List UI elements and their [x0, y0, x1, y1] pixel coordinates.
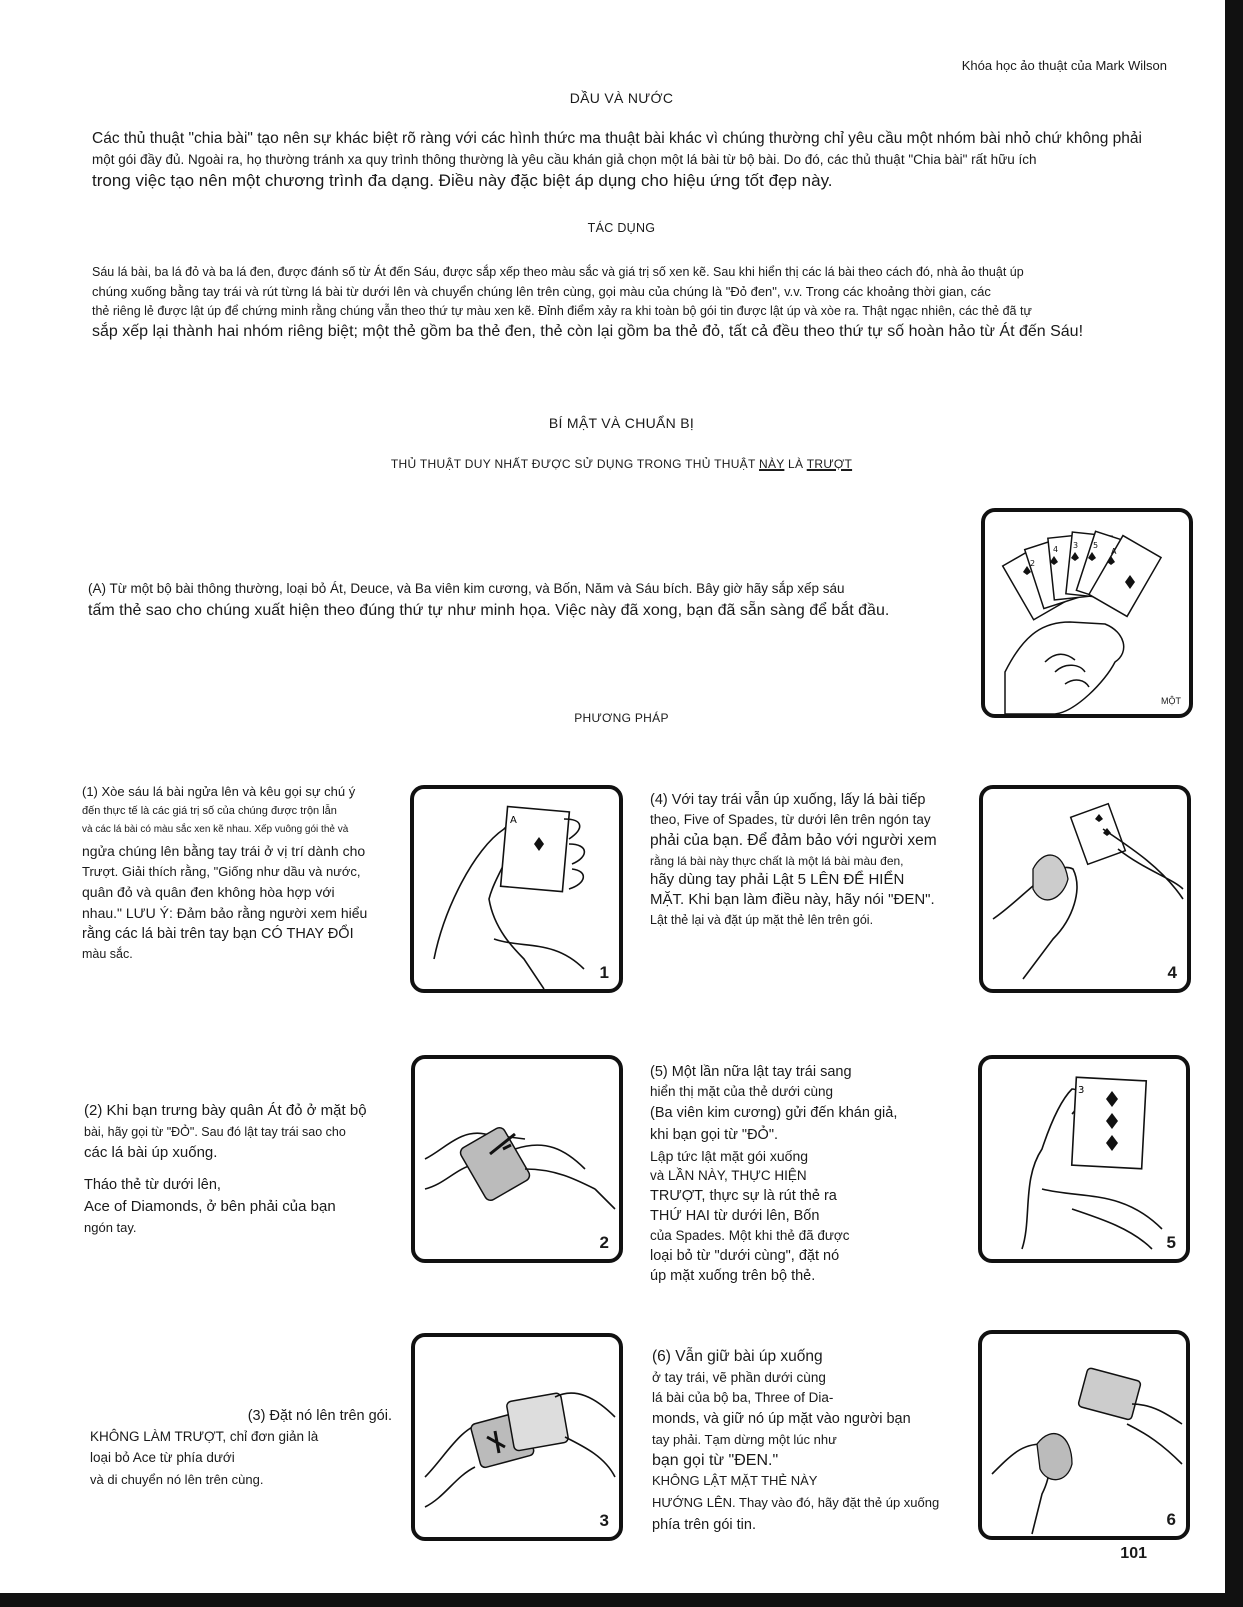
figure-a-drawing — [985, 512, 1189, 714]
running-header: Khóa học ảo thuật của Mark Wilson — [961, 58, 1167, 73]
step-3-line: và di chuyển nó lên trên cùng. — [90, 1472, 264, 1487]
subheading-part: LÀ — [784, 457, 807, 471]
figure-3-number: 3 — [599, 1511, 609, 1530]
step-a-line: (A) Từ một bộ bài thông thường, loại bỏ Át, Deuce, và Ba viên kim cương, và Bốn, Năm và Sáu bích. Bây giờ hãy sắp xếp sáu — [88, 581, 845, 596]
step-1-line: và các lá bài có màu sắc xen kẽ nhau. Xếp vuông gói thẻ và — [82, 824, 349, 835]
figure-4-drawing — [983, 789, 1187, 989]
subheading-part: NÀY — [759, 457, 785, 471]
step-6-line: HƯỚNG LÊN. Thay vào đó, hãy đặt thẻ úp xuống — [652, 1495, 940, 1510]
step-1-line: quân đỏ và quân đen không hòa hợp với — [82, 884, 335, 900]
step-5-text — [650, 1062, 950, 1286]
step-4-line: MẶT. Khi bạn làm điều này, hãy nói "ĐEN". — [650, 891, 935, 908]
step-4-text — [650, 790, 980, 930]
svg-text:2: 2 — [1030, 559, 1036, 568]
step-2-line: ngón tay. — [84, 1220, 137, 1235]
page-number: 101 — [1120, 1545, 1147, 1562]
intro-line: một gói đầy đủ. Ngoài ra, họ thường tránh xa quy trình thông thường là yêu cầu khán giả chọn một lá bài từ bộ bài. Do đó, các thủ thuật "Chia bài" rất hữu ích — [92, 152, 1037, 167]
effect-paragraph — [92, 262, 1182, 343]
svg-text:3: 3 — [1078, 1085, 1085, 1096]
step-1-line: rằng các lá bài trên tay bạn CÓ THAY ĐỔI — [82, 926, 354, 942]
step-1-text — [82, 782, 392, 964]
step-6-line: lá bài của bộ ba, Three of Dia- — [652, 1390, 834, 1405]
step-1-line: đến thực tế là các giá trị số của chúng được trộn lẫn — [82, 805, 337, 817]
step-2-line: Ace of Diamonds, ở bên phải của bạn — [84, 1198, 336, 1215]
step-2-line: Tháo thẻ từ dưới lên, — [84, 1177, 221, 1193]
svg-text:4: 4 — [1053, 545, 1059, 554]
step-3-line: loại bỏ Ace từ phía dưới — [90, 1450, 235, 1465]
figure-5-number: 5 — [1166, 1233, 1176, 1252]
svg-text:3: 3 — [1073, 541, 1079, 550]
figure-6-number: 6 — [1166, 1510, 1176, 1529]
subheading-part: THỦ THUẬT DUY NHẤT ĐƯỢC SỬ DỤNG TRONG THỦ THUẬT — [390, 457, 760, 471]
scan-edge-bottom — [0, 1593, 1243, 1607]
step-3-text — [90, 1405, 400, 1491]
step-5-line: của Spades. Một khi thẻ đã được — [650, 1228, 850, 1243]
figure-6 — [978, 1330, 1190, 1540]
step-1-line: Trượt. Giải thích rằng, "Giống như dầu và nước, — [82, 864, 361, 879]
step-3-line: KHÔNG LÀM TRƯỢT, chỉ đơn giản là — [90, 1429, 319, 1444]
intro-line: trong việc tạo nên một chương trình đa dạng. Điều này đặc biệt áp dụng cho hiệu ứng tốt đẹp này. — [92, 171, 833, 190]
step-4-line: (4) Với tay trái vẫn úp xuống, lấy lá bài tiếp — [650, 792, 926, 808]
figure-3-drawing — [415, 1337, 619, 1537]
step-a-text — [88, 578, 948, 622]
step-5-line: (5) Một lần nữa lật tay trái sang — [650, 1064, 852, 1080]
step-6-line: phía trên gói tin. — [652, 1517, 756, 1533]
step-6-text — [652, 1346, 982, 1535]
step-4-line: hãy dùng tay phải Lật 5 LÊN ĐỂ HIỂN — [650, 871, 905, 888]
effect-heading: TÁC DỤNG — [587, 221, 656, 235]
step-1-line: nhau." LƯU Ý: Đảm bảo rằng người xem hiểu — [82, 905, 368, 921]
intro-paragraph — [92, 128, 1172, 191]
step-3-line: (3) Đặt nó lên trên gói. — [247, 1408, 392, 1424]
figure-4-number: 4 — [1167, 963, 1177, 982]
scan-edge-right — [1225, 0, 1243, 1607]
effect-line: thẻ riêng lẻ được lật úp để chứng minh rằng chúng vẫn theo thứ tự màu xen kẽ. Đỉnh điểm xảy ra khi toàn bộ gói tin được lật úp và xòe ra. Thật ngạc nhiên, các thẻ đã tự — [92, 304, 1032, 318]
step-6-line: (6) Vẫn giữ bài úp xuống — [652, 1348, 823, 1365]
figure-3 — [411, 1333, 623, 1541]
step-1-line: màu sắc. — [82, 947, 133, 961]
step-4-line: rằng lá bài này thực chất là một lá bài màu đen, — [650, 854, 904, 868]
figure-5-drawing — [982, 1059, 1186, 1259]
step-2-line: bài, hãy gọi từ "ĐỎ". Sau đó lật tay trái sao cho — [84, 1125, 346, 1139]
figure-a-label: MỘT — [1161, 696, 1181, 706]
subheading-part: TRƯỢT — [806, 457, 853, 471]
step-5-line: úp mặt xuống trên bộ thẻ. — [650, 1268, 816, 1284]
step-6-line: tay phải. Tạm dừng một lúc như — [652, 1432, 837, 1447]
svg-text:5: 5 — [1093, 541, 1099, 550]
step-2-line: các lá bài úp xuống. — [84, 1144, 218, 1161]
svg-text:A: A — [510, 815, 517, 826]
intro-line: Các thủ thuật "chia bài" tạo nên sự khác biệt rõ ràng với các hình thức ma thuật bài khác vì chúng thường chỉ yêu cầu một nhóm bài nhỏ chứ không phải — [92, 130, 1142, 147]
step-5-line: THỨ HAI từ dưới lên, Bốn — [650, 1208, 820, 1224]
step-6-line: monds, và giữ nó úp mặt vào người bạn — [652, 1411, 911, 1427]
svg-text:A: A — [1111, 547, 1117, 556]
step-1-line: ngửa chúng lên bằng tay trái ở vị trí dành cho — [82, 843, 366, 859]
figure-1 — [410, 785, 623, 993]
figure-6-drawing — [982, 1334, 1186, 1536]
figure-4 — [979, 785, 1191, 993]
step-5-line: (Ba viên kim cương) gửi đến khán giả, — [650, 1105, 898, 1121]
figure-2-drawing — [415, 1059, 619, 1259]
step-5-line: loại bỏ từ "dưới cùng", đặt nó — [650, 1248, 840, 1264]
figure-5 — [978, 1055, 1190, 1263]
step-2-text — [84, 1100, 404, 1238]
effect-line: sắp xếp lại thành hai nhóm riêng biệt; một thẻ gồm ba thẻ đen, thẻ còn lại gồm ba thẻ đỏ, tất cả đều theo thứ tự số hoàn hảo từ Át đến Sáu! — [92, 323, 1084, 340]
effect-line: chúng xuống bằng tay trái và rút từng lá bài từ dưới lên và chuyển chúng lên trên cùng, gọi màu của chúng là "Đỏ đen", v.v. Trong các khoảng thời gian, các — [92, 284, 991, 299]
step-1-line: (1) Xòe sáu lá bài ngửa lên và kêu gọi sự chú ý — [82, 784, 356, 799]
secret-subheading — [0, 457, 1243, 471]
figure-1-drawing — [414, 789, 619, 989]
step-2-line: (2) Khi bạn trưng bày quân Át đỏ ở mặt bộ — [84, 1102, 367, 1119]
step-6-line: ở tay trái, vẽ phần dưới cùng — [652, 1370, 826, 1385]
figure-2-number: 2 — [599, 1233, 609, 1252]
step-5-line: Lập tức lật mặt gói xuống — [650, 1148, 809, 1164]
figure-1-number: 1 — [599, 963, 609, 982]
step-4-line: theo, Five of Spades, từ dưới lên trên ngón tay — [650, 812, 931, 827]
figure-2 — [411, 1055, 623, 1263]
step-2-line — [84, 1164, 404, 1174]
step-a-line: tấm thẻ sao cho chúng xuất hiện theo đúng thứ tự như minh họa. Việc này đã xong, bạn đã sẵn sàng để bắt đầu. — [88, 602, 890, 619]
step-4-line: Lật thẻ lại và đặt úp mặt thẻ lên trên gói. — [650, 913, 874, 927]
step-5-line: khi bạn gọi từ "ĐỎ". — [650, 1127, 779, 1143]
page-title: DẦU VÀ NƯỚC — [569, 90, 674, 106]
figure-a-fanned-cards — [981, 508, 1193, 718]
secret-heading: BÍ MẬT VÀ CHUẨN BỊ — [548, 415, 695, 431]
method-heading: PHƯƠNG PHÁP — [574, 711, 669, 725]
effect-line: Sáu lá bài, ba lá đỏ và ba lá đen, được đánh số từ Át đến Sáu, được sắp xếp theo màu sắc và giá trị số xen kẽ. Sau khi hiển thị các lá bài theo cách đó, nhà ảo thuật úp — [92, 265, 1024, 279]
step-6-line: KHÔNG LẬT MẶT THẺ NÀY — [652, 1473, 818, 1488]
step-5-line: TRƯỢT, thực sự là rút thẻ ra — [650, 1188, 837, 1204]
step-4-line: phải của bạn. Để đảm bảo với người xem — [650, 832, 937, 849]
step-5-line: và LẦN NÀY, THỰC HIỆN — [650, 1168, 807, 1183]
step-5-line: hiển thị mặt của thẻ dưới cùng — [650, 1084, 833, 1099]
step-6-line: bạn gọi từ "ĐEN." — [652, 1452, 779, 1469]
